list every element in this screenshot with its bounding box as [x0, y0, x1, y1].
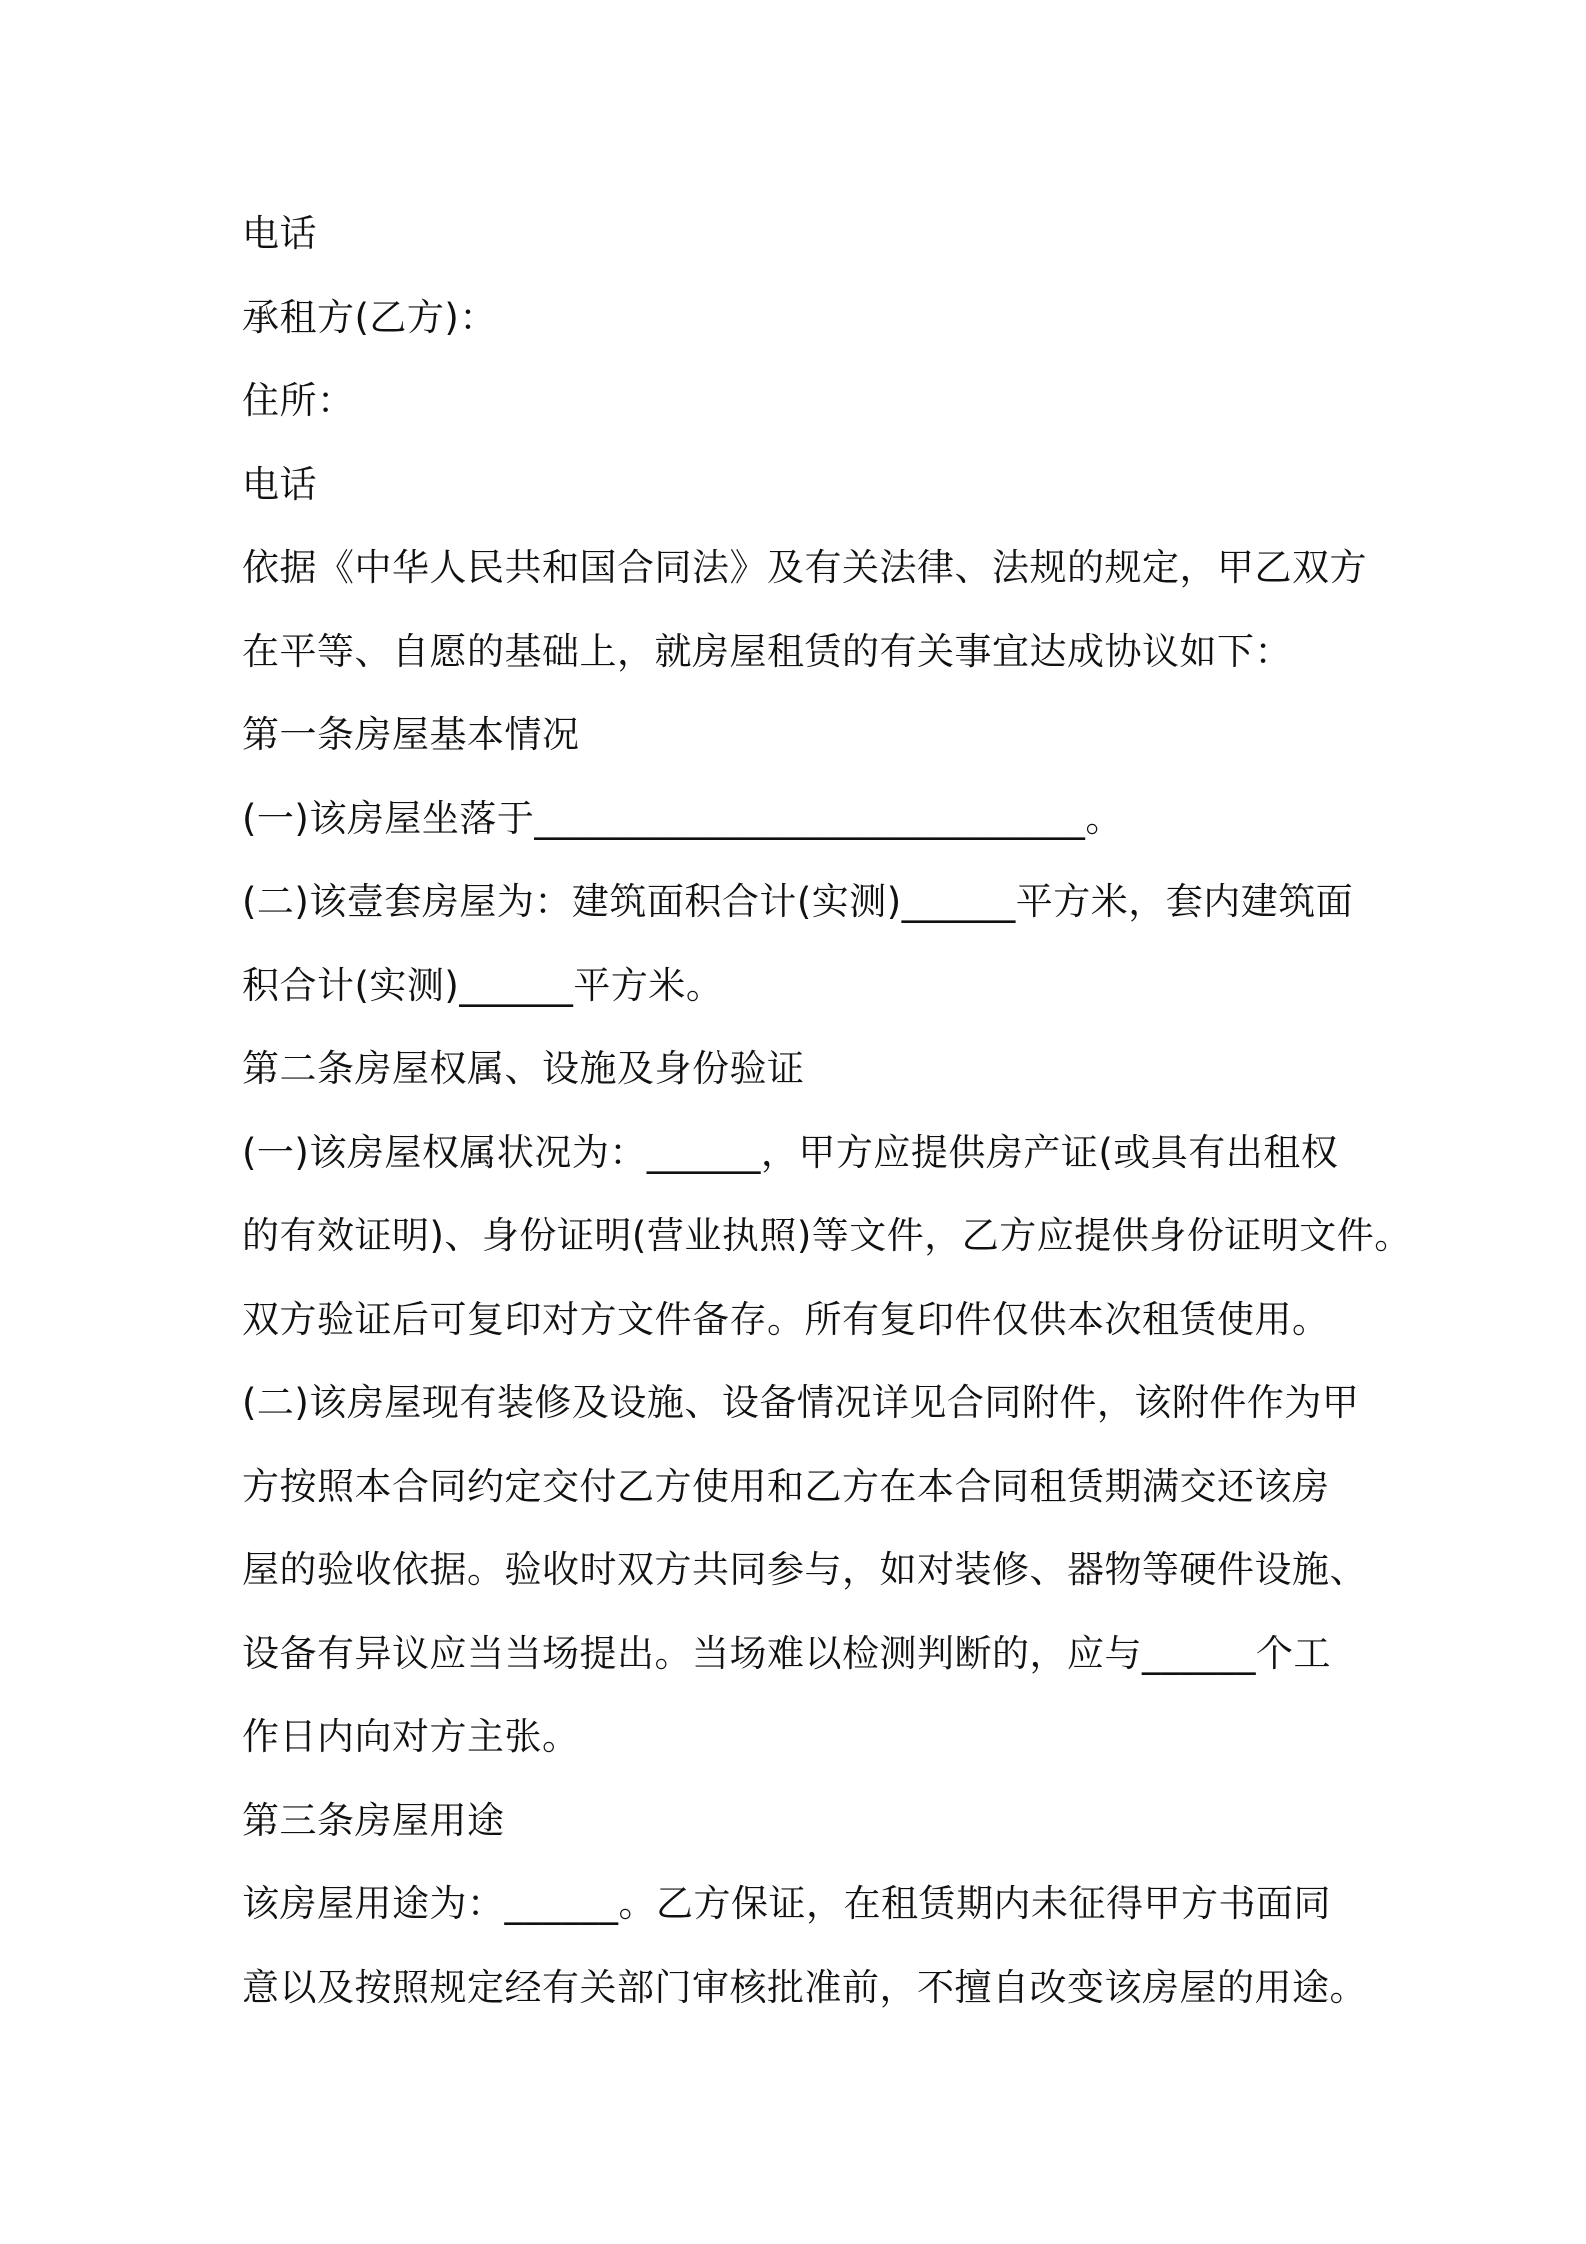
text-line: (一)该房屋坐落于_____________________________。 — [242, 796, 1123, 840]
text-line: 意以及按照规定经有关部门审核批准前，不擅自改变该房屋的用途。 — [242, 1965, 1367, 2009]
section-heading: 第一条房屋基本情况 — [242, 713, 580, 756]
text-line: 该房屋用途为：______。乙方保证，在租赁期内未征得甲方书面同 — [242, 1882, 1331, 1925]
text-line: 电话 — [242, 212, 317, 255]
text-line: 积合计(实测)______平方米。 — [242, 963, 724, 1007]
text-line: (一)该房屋权属状况为：______，甲方应提供房产证(或具有出租权 — [242, 1130, 1339, 1174]
section-heading: 第三条房屋用途 — [242, 1798, 505, 1842]
text-line: 的有效证明)、身份证明(营业执照)等文件，乙方应提供身份证明文件。 — [242, 1214, 1412, 1257]
text-line: 承租方(乙方)： — [242, 295, 497, 339]
section-heading: 第二条房屋权属、设施及身份验证 — [242, 1047, 805, 1090]
text-line: 电话 — [242, 462, 317, 506]
text-line: 住所： — [242, 379, 355, 422]
text-line: 屋的验收依据。验收时双方共同参与，如对装修、器物等硬件设施、 — [242, 1548, 1367, 1591]
text-line: 在平等、自愿的基础上，就房屋租赁的有关事宜达成协议如下： — [242, 629, 1292, 673]
text-line: 依据《中华人民共和国合同法》及有关法律、法规的规定，甲乙双方 — [242, 546, 1367, 589]
text-line: (二)该房屋现有装修及设施、设备情况详见合同附件，该附件作为甲 — [242, 1381, 1360, 1424]
document-body — [242, 192, 1412, 2029]
text-line: 双方验证后可复印对方文件备存。所有复印件仅供本次租赁使用。 — [242, 1297, 1330, 1341]
text-line: (二)该壹套房屋为：建筑面积合计(实测)______平方米，套内建筑面 — [242, 880, 1354, 923]
text-line: 作日内向对方主张。 — [242, 1715, 580, 1758]
text-line: 设备有异议应当当场提出。当场难以检测判断的，应与______个工 — [242, 1631, 1331, 1675]
text-line: 方按照本合同约定交付乙方使用和乙方在本合同租赁期满交还该房 — [242, 1464, 1330, 1508]
